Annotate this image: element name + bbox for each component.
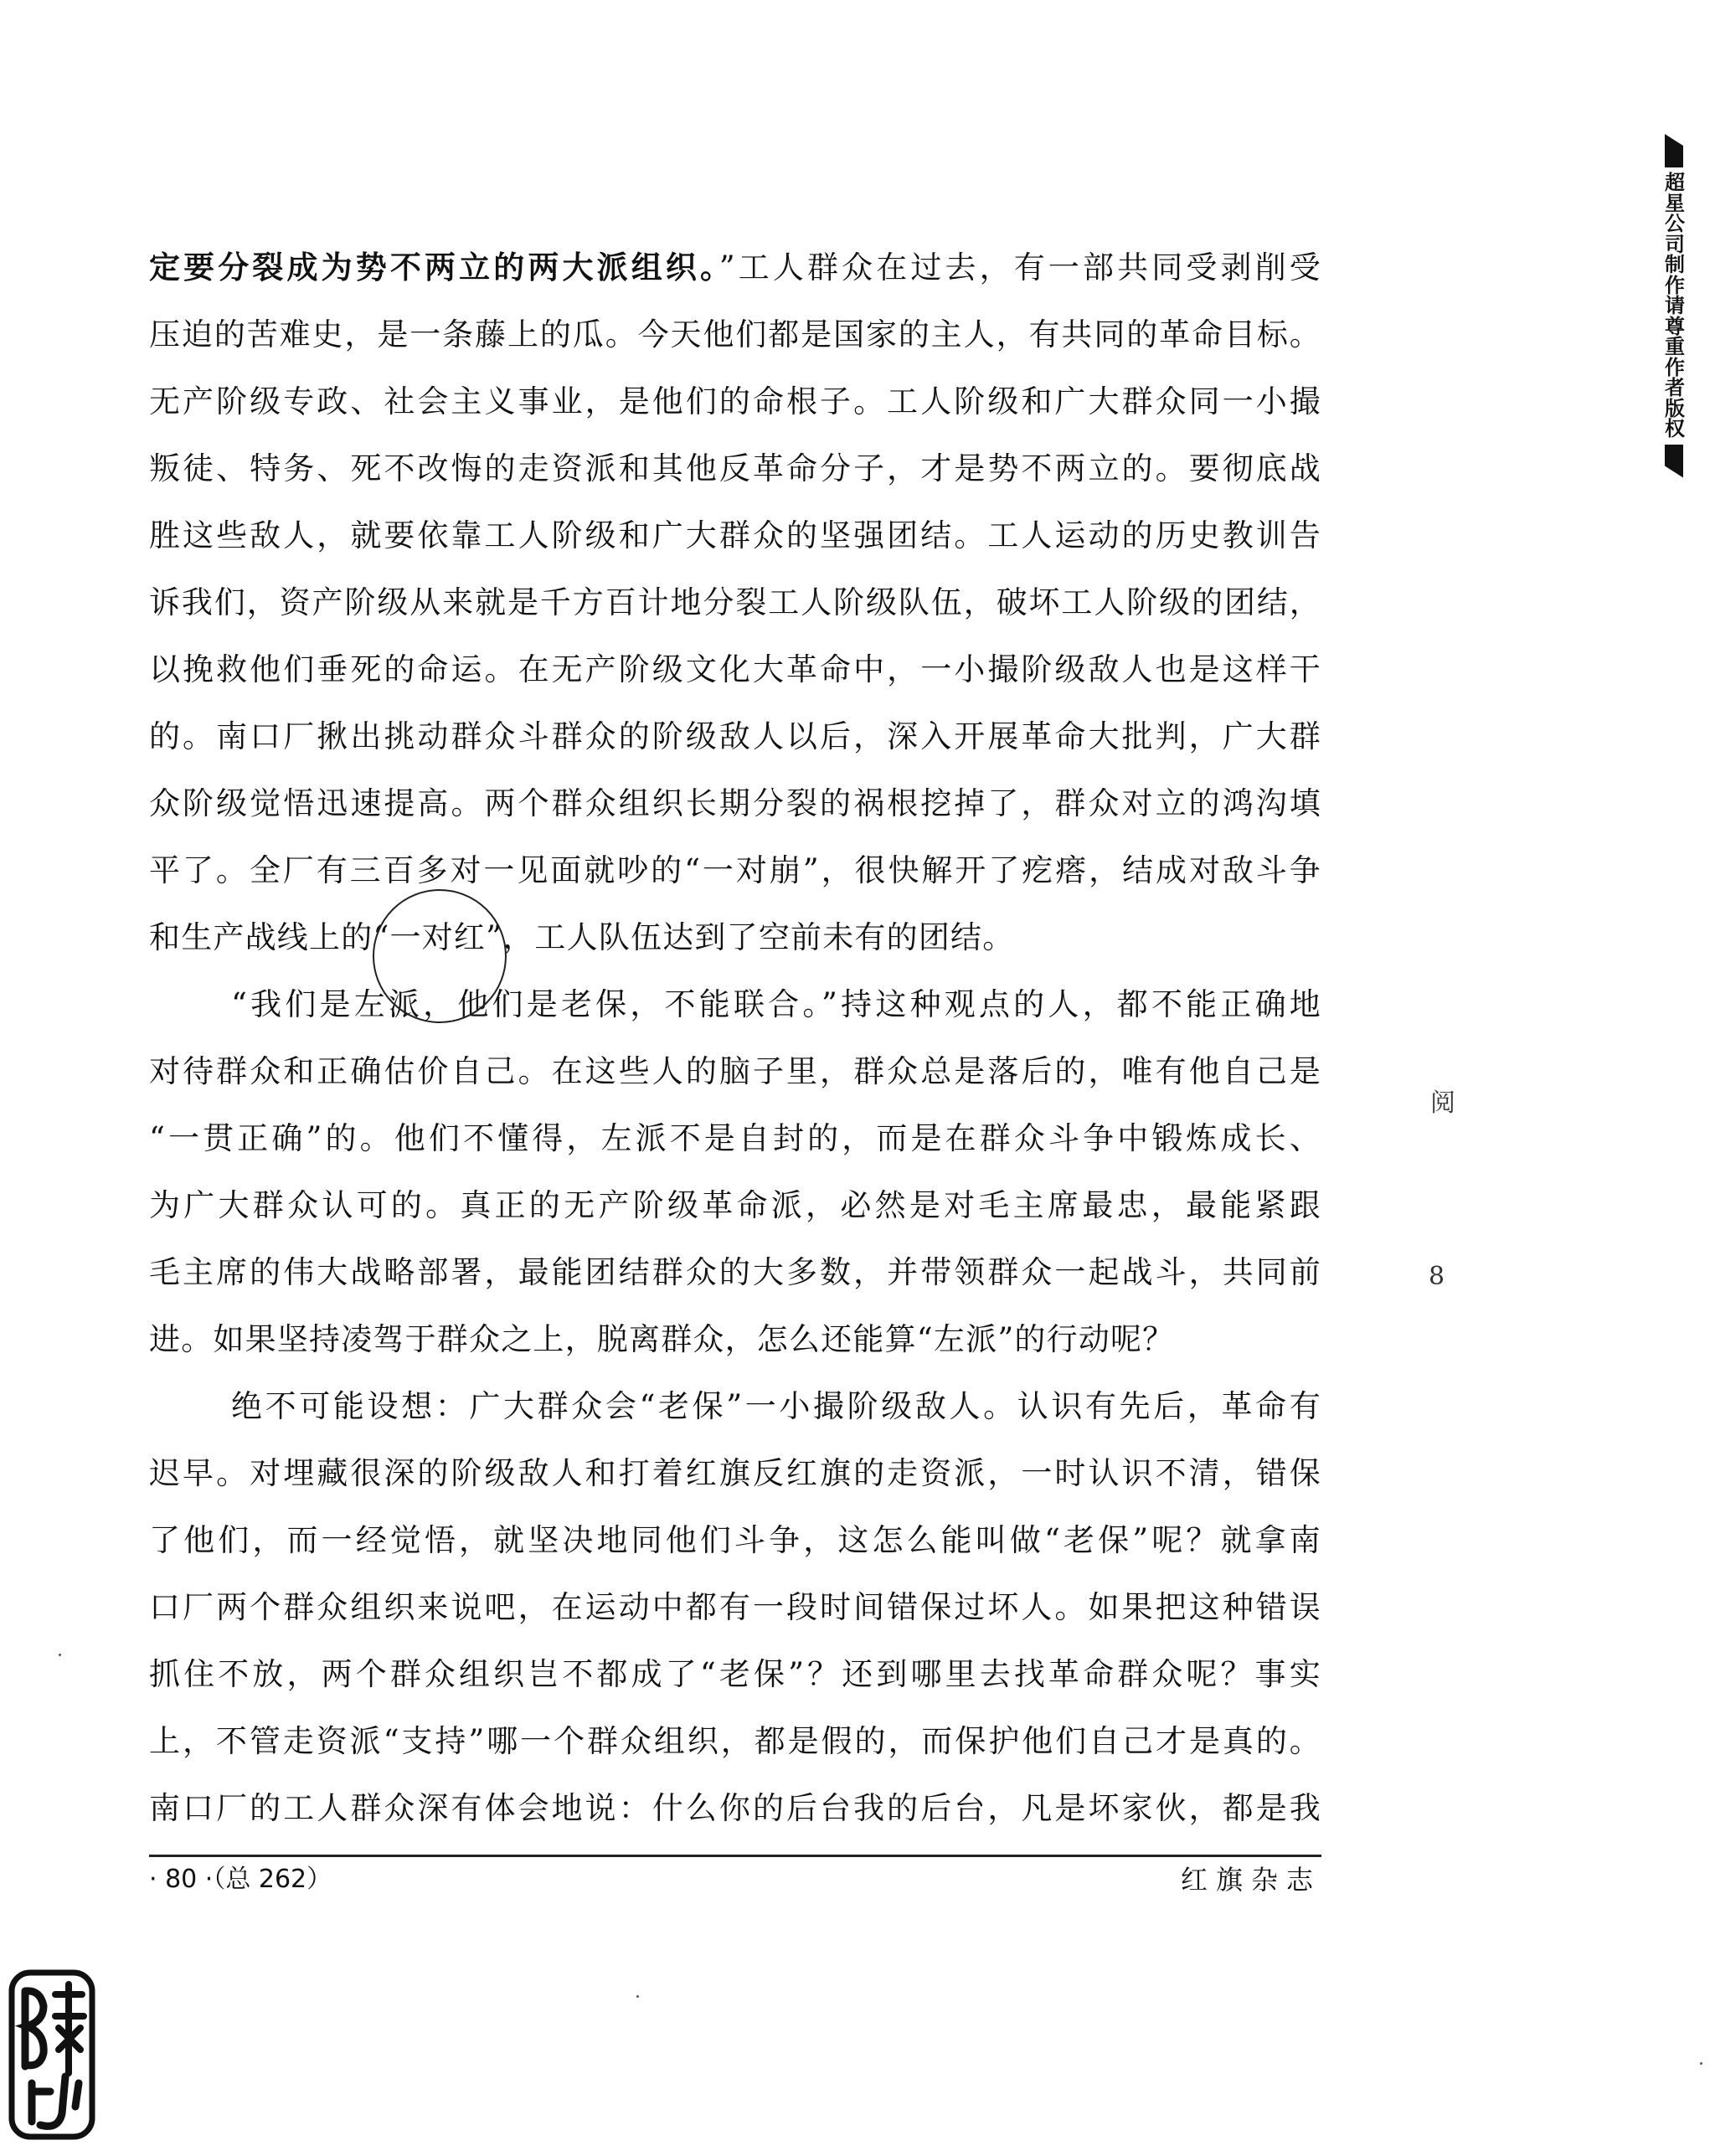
body-line: [149, 1038, 1321, 1105]
body-line: [149, 1172, 1321, 1239]
body-line-text: ”工人群众在过去，有一部共同受剥削受: [718, 250, 1322, 286]
body-line-text: 众阶级觉悟迅速提高。两个群众组织长期分裂的祸根挖掉了，群众对立的鸿沟填: [149, 785, 1321, 821]
body-line-text: 毛主席的伟大战略部署，最能团结群众的大多数，并带领群众一起战斗，共同前: [149, 1254, 1321, 1290]
body-line: [149, 1306, 1321, 1373]
body-line-text: 平了。全厂有三百多对一见面就吵的“一对崩”，很快解开了疙瘩，结成对敌斗争: [149, 852, 1321, 888]
body-line: [149, 1507, 1321, 1574]
scan-speck: [636, 1995, 639, 1998]
body-line-text: “我们是左派，他们是老保，不能联合。”持这种观点的人，都不能正确地: [231, 986, 1321, 1022]
body-line: [149, 837, 1321, 904]
body-line-text: 叛徒、特务、死不改悔的走资派和其他反革命分子，才是势不两立的。要彻底战: [149, 450, 1321, 486]
body-line: [149, 301, 1321, 368]
body-line-text: 为广大群众认可的。真正的无产阶级革命派，必然是对毛主席最忠，最能紧跟: [149, 1187, 1321, 1223]
margin-mark-upper: 阅: [1430, 1088, 1455, 1118]
body-line: [149, 234, 1321, 301]
bold-heading-run: 定要分裂成为势不两立的两大派组织。: [149, 250, 719, 286]
body-line: [149, 368, 1321, 435]
body-line-text: 以挽救他们垂死的命运。在无产阶级文化大革命中，一小撮阶级敌人也是这样干: [149, 651, 1321, 687]
article-body: [149, 234, 1321, 1842]
body-line: [149, 435, 1321, 502]
watermark-text: 超星公司制作请尊重作者版权: [1665, 171, 1685, 440]
body-line: [149, 1239, 1321, 1306]
library-seal-stamp: [7, 1966, 99, 2142]
body-line-text: 胜这些敌人，就要依靠工人阶级和广大群众的坚强团结。工人运动的历史教训告: [149, 517, 1321, 553]
body-line: [149, 1373, 1321, 1440]
body-line-text: 抓住不放，两个群众组织岂不都成了“老保”？还到哪里去找革命群众呢？事实: [149, 1656, 1321, 1692]
watermark-top-bar: [1665, 134, 1683, 167]
body-line: [149, 569, 1321, 636]
page-number: · 80 ·（总 262）: [149, 1865, 332, 1894]
body-line: [149, 904, 1321, 971]
body-line: [149, 703, 1321, 770]
body-line: [149, 1105, 1321, 1172]
body-line-text: 无产阶级专政、社会主义事业，是他们的命根子。工人阶级和广大群众同一小撮: [149, 383, 1321, 419]
body-line-text: 诉我们，资产阶级从来就是千方百计地分裂工人阶级队伍，破坏工人阶级的团结，: [149, 584, 1321, 620]
body-line-text: 和生产战线上的“一对红”，工人队伍达到了空前未有的团结。: [149, 919, 1015, 955]
body-line: [149, 1708, 1321, 1775]
body-line: [149, 1440, 1321, 1507]
body-line: [149, 971, 1321, 1038]
body-line: [149, 770, 1321, 837]
body-line: [149, 1641, 1321, 1708]
body-line-text: 压迫的苦难史，是一条藤上的瓜。今天他们都是国家的主人，有共同的革命目标。: [149, 316, 1321, 352]
body-line: [149, 1775, 1321, 1842]
copyright-watermark: [1662, 134, 1696, 478]
body-line: [149, 1574, 1321, 1641]
body-line-text: 迟早。对埋藏很深的阶级敌人和打着红旗反红旗的走资派，一时认识不清，错保: [149, 1455, 1321, 1491]
body-line-text: 口厂两个群众组织来说吧，在运动中都有一段时间错保过坏人。如果把这种错误: [149, 1589, 1321, 1625]
scan-speck: [59, 1654, 61, 1656]
body-line-text: 的。南口厂揪出挑动群众斗群众的阶级敌人以后，深入开展革命大批判，广大群: [149, 718, 1321, 754]
body-line-text: 了他们，而一经觉悟，就坚决地同他们斗争，这怎么能叫做“老保”呢？就拿南: [149, 1522, 1321, 1558]
journal-title: 红旗杂志: [1180, 1864, 1321, 1896]
watermark-bottom-bar: [1665, 445, 1683, 478]
body-line: [149, 636, 1321, 703]
scan-speck: [1700, 2062, 1702, 2065]
margin-mark-lower: 8: [1429, 1262, 1445, 1291]
body-line-text: 绝不可能设想：广大群众会“老保”一小撮阶级敌人。认识有先后，革命有: [231, 1388, 1321, 1424]
body-line: [149, 502, 1321, 569]
footer-divider: [149, 1855, 1321, 1857]
body-line-text: 对待群众和正确估价自己。在这些人的脑子里，群众总是落后的，唯有他自己是: [149, 1053, 1321, 1089]
pen-circle-annotation: [373, 889, 507, 1023]
body-line-text: 进。如果坚持凌驾于群众之上，脱离群众，怎么还能算“左派”的行动呢？: [149, 1321, 1175, 1357]
body-line-text: 上，不管走资派“支持”哪一个群众组织，都是假的，而保护他们自己才是真的。: [149, 1723, 1321, 1759]
body-line-text: 南口厂的工人群众深有体会地说：什么你的后台我的后台，凡是坏家伙，都是我: [149, 1790, 1321, 1826]
body-line-text: “一贯正确”的。他们不懂得，左派不是自封的，而是在群众斗争中锻炼成长、: [149, 1120, 1321, 1156]
